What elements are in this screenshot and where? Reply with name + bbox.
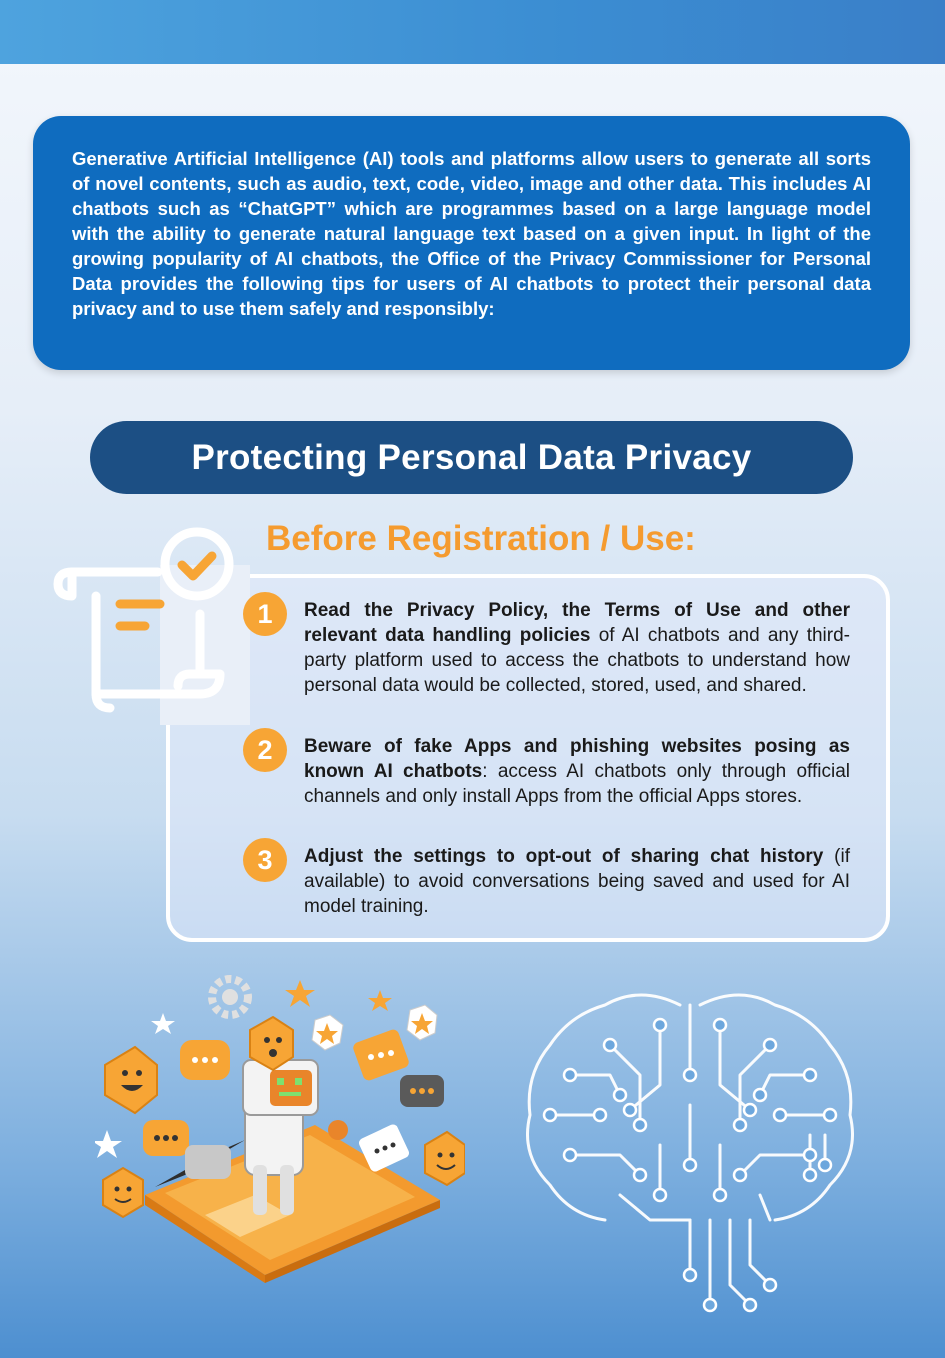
tip-text: of AI chatbots and any third-party platform used to access the chatbots to understand how personal data would be collected, stored, used, and shared.	[304, 625, 850, 696]
tip-bold-text: Beware of fake Apps and phishing websites posing as known AI chatbots	[304, 736, 850, 782]
circuit-brain-illustration	[510, 965, 870, 1340]
tip-bold-text: Read the Privacy Policy, the Terms of Use and other relevant data handling policies	[304, 600, 850, 646]
subheading: Before Registration / Use:	[266, 519, 696, 558]
section-title: Protecting Personal Data Privacy	[191, 437, 752, 477]
tip-text: : access AI chatbots only through official channels and only install Apps from the official Apps stores.	[304, 761, 850, 807]
top-banner	[0, 0, 945, 64]
tip-number-badge: 3	[243, 838, 287, 882]
tip-number-badge: 2	[243, 728, 287, 772]
robot-chatbot-illustration	[95, 965, 465, 1285]
document-checklist-icon	[50, 524, 250, 714]
tip-text: (if available) to avoid conversations being saved and used for AI model training.	[304, 846, 850, 917]
tip-bold-text: Adjust the settings to opt-out of sharing chat history	[304, 846, 824, 867]
tip-item	[304, 598, 850, 698]
tip-item	[304, 844, 850, 919]
section-header	[90, 421, 853, 494]
tip-item	[304, 734, 850, 809]
intro-box	[33, 116, 910, 370]
tip-number-badge: 1	[243, 592, 287, 636]
intro-text: Generative Artificial Intelligence (AI) tools and platforms allow users to generate all sorts of novel contents, such as audio, text, code, video, image and other data. This includes AI chatbots such as “ChatGPT” which are programmes based on a large language model with the ability to generate natural language text based on a given input. In light of the growing popularity of AI chatbots, the Office of the Privacy Commissioner for Personal Data provides the following tips for users of AI chatbots to protect their personal data privacy and to use them safely and responsibly:	[72, 148, 871, 319]
